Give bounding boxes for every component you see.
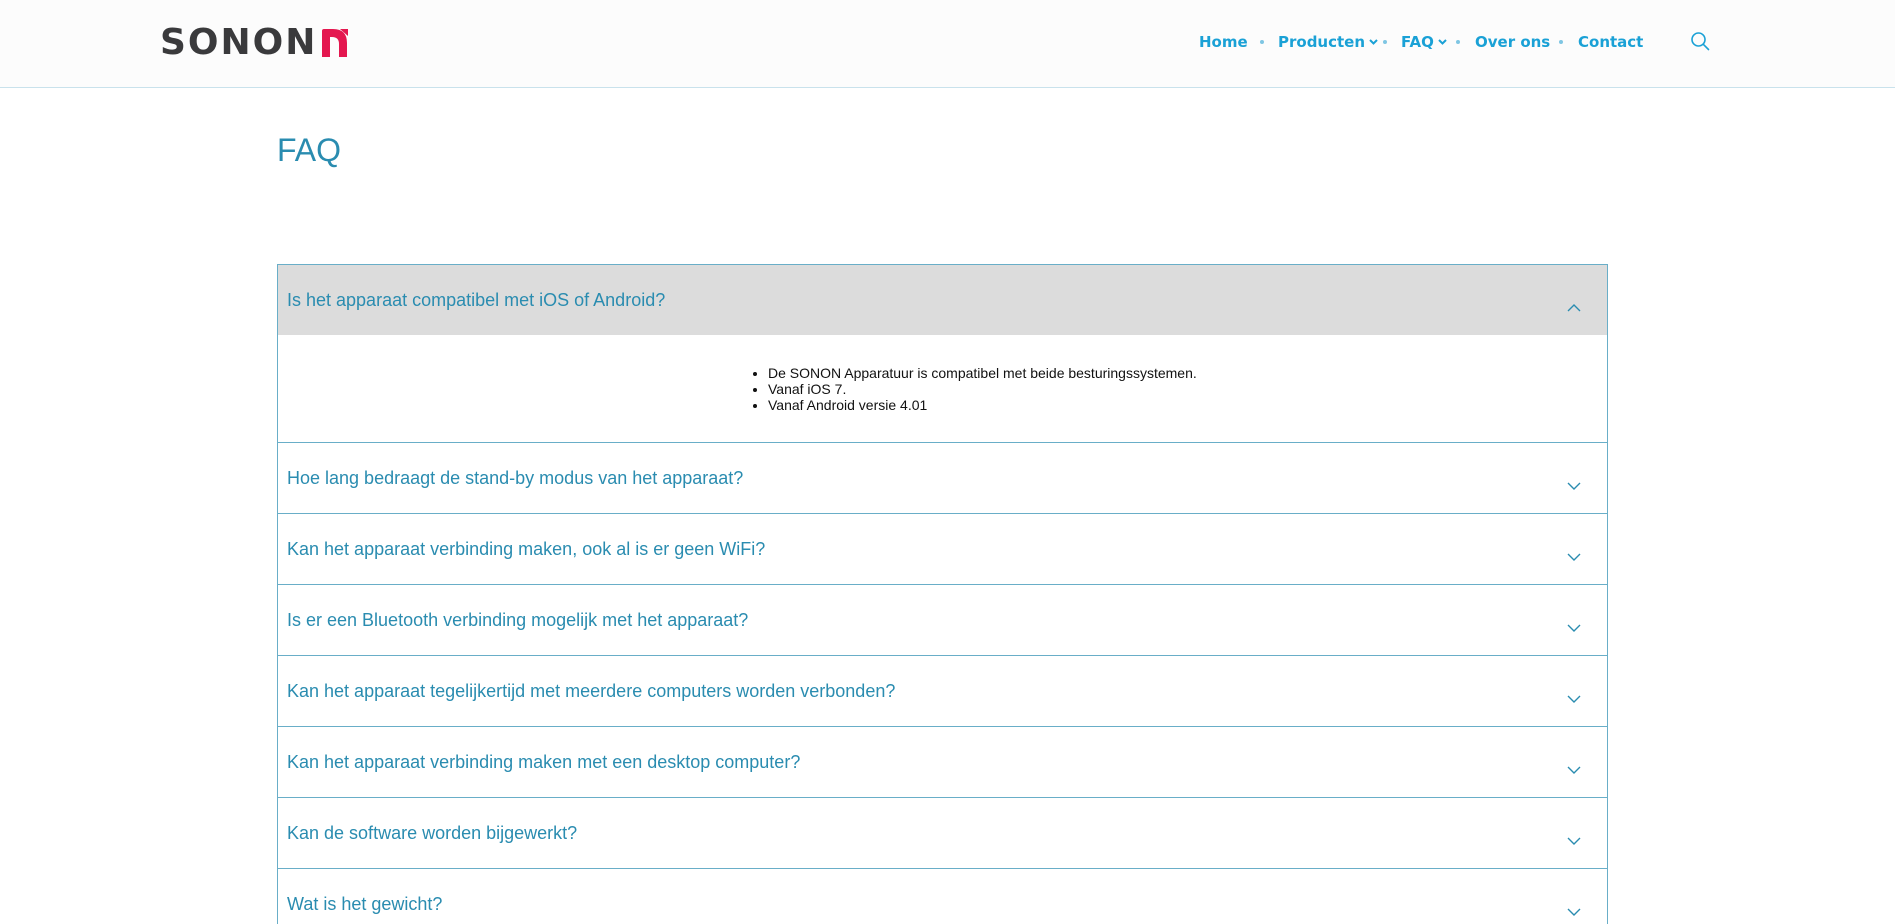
faq-question: Is er een Bluetooth verbinding mogelijk met het apparaat?	[287, 610, 749, 630]
list-item: • Vanaf Android versie 4.01	[768, 397, 1607, 413]
search-icon[interactable]	[1690, 31, 1710, 51]
faq-question: Kan het apparaat verbinding maken met een desktop computer?	[287, 752, 801, 772]
chevron-down-icon	[1369, 39, 1378, 45]
nav-home[interactable]	[1199, 31, 1248, 53]
faq-question: Kan het apparaat tegelijkertijd met meerdere computers worden verbonden?	[287, 681, 896, 701]
faq-item	[278, 265, 1607, 443]
faq-question: Hoe lang bedraagt de stand-by modus van het apparaat?	[287, 468, 744, 488]
faq-item	[278, 656, 1607, 727]
faq-question: Kan de software worden bijgewerkt?	[287, 823, 578, 843]
nav-separator	[1456, 40, 1460, 44]
nav-contact-label: Contact	[1578, 33, 1644, 51]
faq-item	[278, 443, 1607, 514]
nav-producten-label: Producten	[1278, 33, 1366, 51]
nav-separator	[1260, 40, 1264, 44]
main-nav	[0, 31, 1895, 53]
chevron-down-icon	[1567, 836, 1581, 846]
faq-item	[278, 514, 1607, 585]
faq-question: Wat is het gewicht?	[287, 894, 443, 914]
faq-question-header[interactable]	[278, 798, 1607, 868]
chevron-down-icon	[1567, 907, 1581, 917]
chevron-down-icon	[1567, 765, 1581, 775]
nav-contact[interactable]	[1578, 31, 1643, 53]
faq-answer-list	[748, 365, 1607, 413]
chevron-down-icon	[1567, 623, 1581, 633]
faq-question-header[interactable]	[278, 265, 1607, 335]
faq-item	[278, 585, 1607, 656]
nav-over-ons-label: Over ons	[1475, 33, 1551, 51]
logo-wordmark: SONON	[160, 22, 318, 63]
nav-faq[interactable]	[1401, 31, 1447, 53]
faq-item	[278, 869, 1607, 924]
faq-question: Is het apparaat compatibel met iOS of Android?	[287, 290, 666, 310]
site-header	[0, 0, 1895, 88]
faq-question: Kan het apparaat verbinding maken, ook al is er geen WiFi?	[287, 539, 766, 559]
faq-question-header[interactable]	[278, 514, 1607, 584]
faq-accordion	[277, 264, 1608, 924]
page-title: FAQ	[277, 132, 342, 168]
nav-faq-label: FAQ	[1401, 33, 1434, 51]
nav-producten[interactable]	[1278, 31, 1378, 53]
faq-question-header[interactable]	[278, 869, 1607, 924]
chevron-up-icon	[1567, 303, 1581, 313]
nav-separator	[1383, 40, 1387, 44]
chevron-down-icon	[1567, 694, 1581, 704]
nav-over-ons[interactable]	[1475, 31, 1550, 53]
faq-item	[278, 798, 1607, 869]
nav-separator	[1559, 40, 1563, 44]
faq-question-header[interactable]	[278, 656, 1607, 726]
faq-answer	[278, 335, 1607, 442]
chevron-down-icon	[1567, 552, 1581, 562]
faq-question-header[interactable]	[278, 727, 1607, 797]
chevron-down-icon	[1438, 39, 1447, 45]
faq-question-header[interactable]	[278, 443, 1607, 513]
list-item: • Vanaf iOS 7.	[768, 381, 1607, 397]
nav-home-label: Home	[1199, 33, 1248, 51]
chevron-down-icon	[1567, 481, 1581, 491]
list-item: • De SONON Apparatuur is compatibel met beide besturingssystemen.	[768, 365, 1607, 381]
faq-question-header[interactable]	[278, 585, 1607, 655]
faq-item	[278, 727, 1607, 798]
